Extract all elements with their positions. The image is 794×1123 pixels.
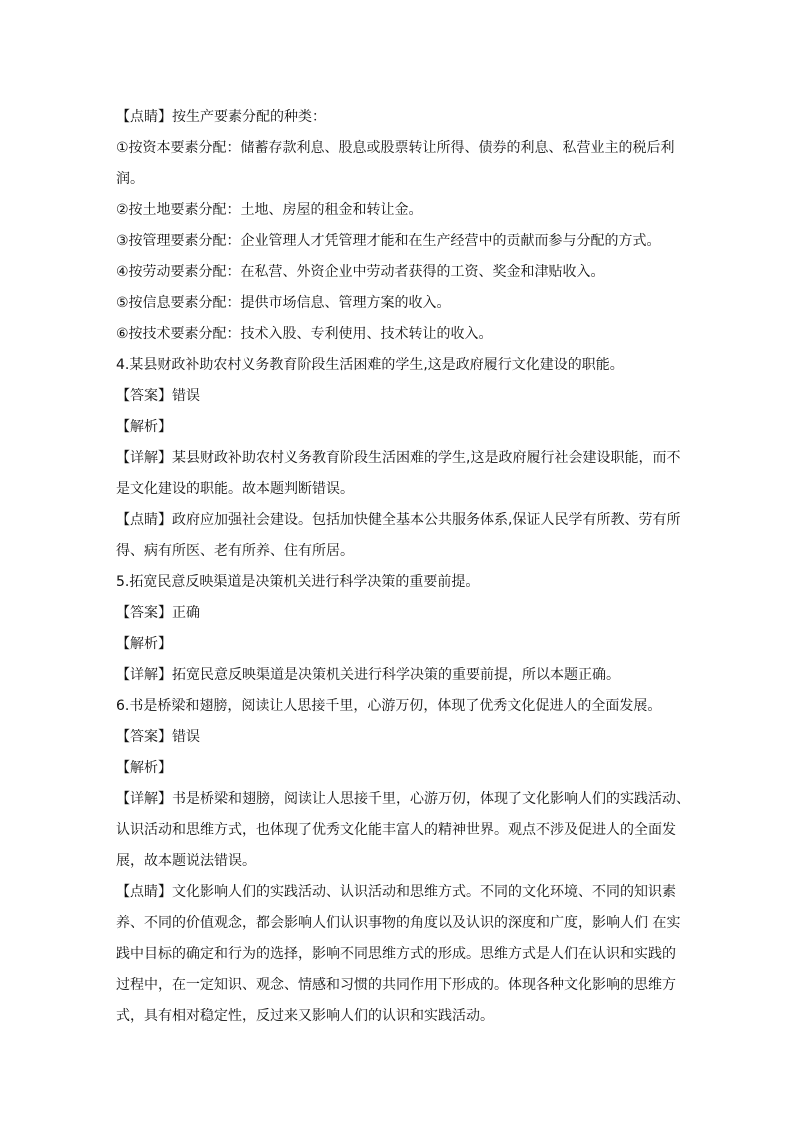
text-line: ④按劳动要素分配：在私营、外资企业中劳动者获得的工资、奖金和津贴收入。 <box>116 264 605 280</box>
detail-line: 【详解】拓宽民意反映渠道是决策机关进行科学决策的重要前提，所以本题正确。 <box>116 667 620 683</box>
analysis-heading: 【解析】 <box>116 636 172 652</box>
point-line: 过程中，在一定知识、观念、情感和习惯的共同作用下形成的。体现各种文化影响的思维方 <box>116 977 676 993</box>
question-line: 4.某县财政补助农村义务教育阶段生活困难的学生,这是政府履行文化建设的职能。 <box>116 357 624 373</box>
text-line: 【点睛】按生产要素分配的种类： <box>116 109 326 125</box>
answer-line: 【答案】错误 <box>116 388 200 404</box>
text-line: ⑥按技术要素分配：技术入股、专利使用、技术转让的收入。 <box>116 326 493 342</box>
answer-line: 【答案】正确 <box>116 605 200 621</box>
point-line: 式，具有相对稳定性，反过来又影响人们的认识和实践活动。 <box>116 1008 494 1024</box>
text-line: 润。 <box>116 171 144 187</box>
point-line: 【点睛】政府应加强社会建设。包括加快健全基本公共服务体系,保证人民学有所教、劳有所 <box>116 512 681 528</box>
point-line: 【点睛】文化影响人们的实践活动、认识活动和思维方式。不同的文化环境、不同的知识素 <box>116 884 676 900</box>
point-line: 养、不同的价值观念，都会影响人们认识事物的角度以及认识的深度和广度，影响人们 在实 <box>116 915 681 931</box>
point-line: 得、病有所医、老有所养、住有所居。 <box>116 543 354 559</box>
detail-line: 是文化建设的职能。故本题判断错误。 <box>116 481 354 497</box>
detail-line: 【详解】书是桥梁和翅膀，阅读让人思接千里，心游万仞，体现了文化影响人们的实践活动、 <box>116 791 690 807</box>
text-line: ③按管理要素分配：企业管理人才凭管理才能和在生产经营中的贡献而参与分配的方式。 <box>116 233 661 249</box>
document-page <box>116 102 690 1032</box>
point-line: 践中目标的确定和行为的选择，影响不同思维方式的形成。思维方式是人们在认识和实践的 <box>116 946 676 962</box>
detail-line: 展，故本题说法错误。 <box>116 853 256 869</box>
text-line: ②按土地要素分配：土地、房屋的租金和转让金。 <box>116 202 423 218</box>
detail-line: 认识活动和思维方式，也体现了优秀文化能丰富人的精神世界。观点不涉及促进人的全面发 <box>116 822 676 838</box>
text-line: ①按资本要素分配：储蓄存款利息、股息或股票转让所得、债券的利息、私营业主的税后利 <box>116 140 675 156</box>
question-line: 6.书是桥梁和翅膀，阅读让人思接千里，心游万仞，体现了优秀文化促进人的全面发展。 <box>116 698 662 714</box>
detail-line: 【详解】某县财政补助农村义务教育阶段生活困难的学生,这是政府履行社会建设职能，而不 <box>116 450 681 466</box>
analysis-heading: 【解析】 <box>116 760 172 776</box>
question-line: 5.拓宽民意反映渠道是决策机关进行科学决策的重要前提。 <box>116 574 480 590</box>
analysis-heading: 【解析】 <box>116 419 172 435</box>
text-line: ⑤按信息要素分配：提供市场信息、管理方案的收入。 <box>116 295 451 311</box>
answer-line: 【答案】错误 <box>116 729 200 745</box>
